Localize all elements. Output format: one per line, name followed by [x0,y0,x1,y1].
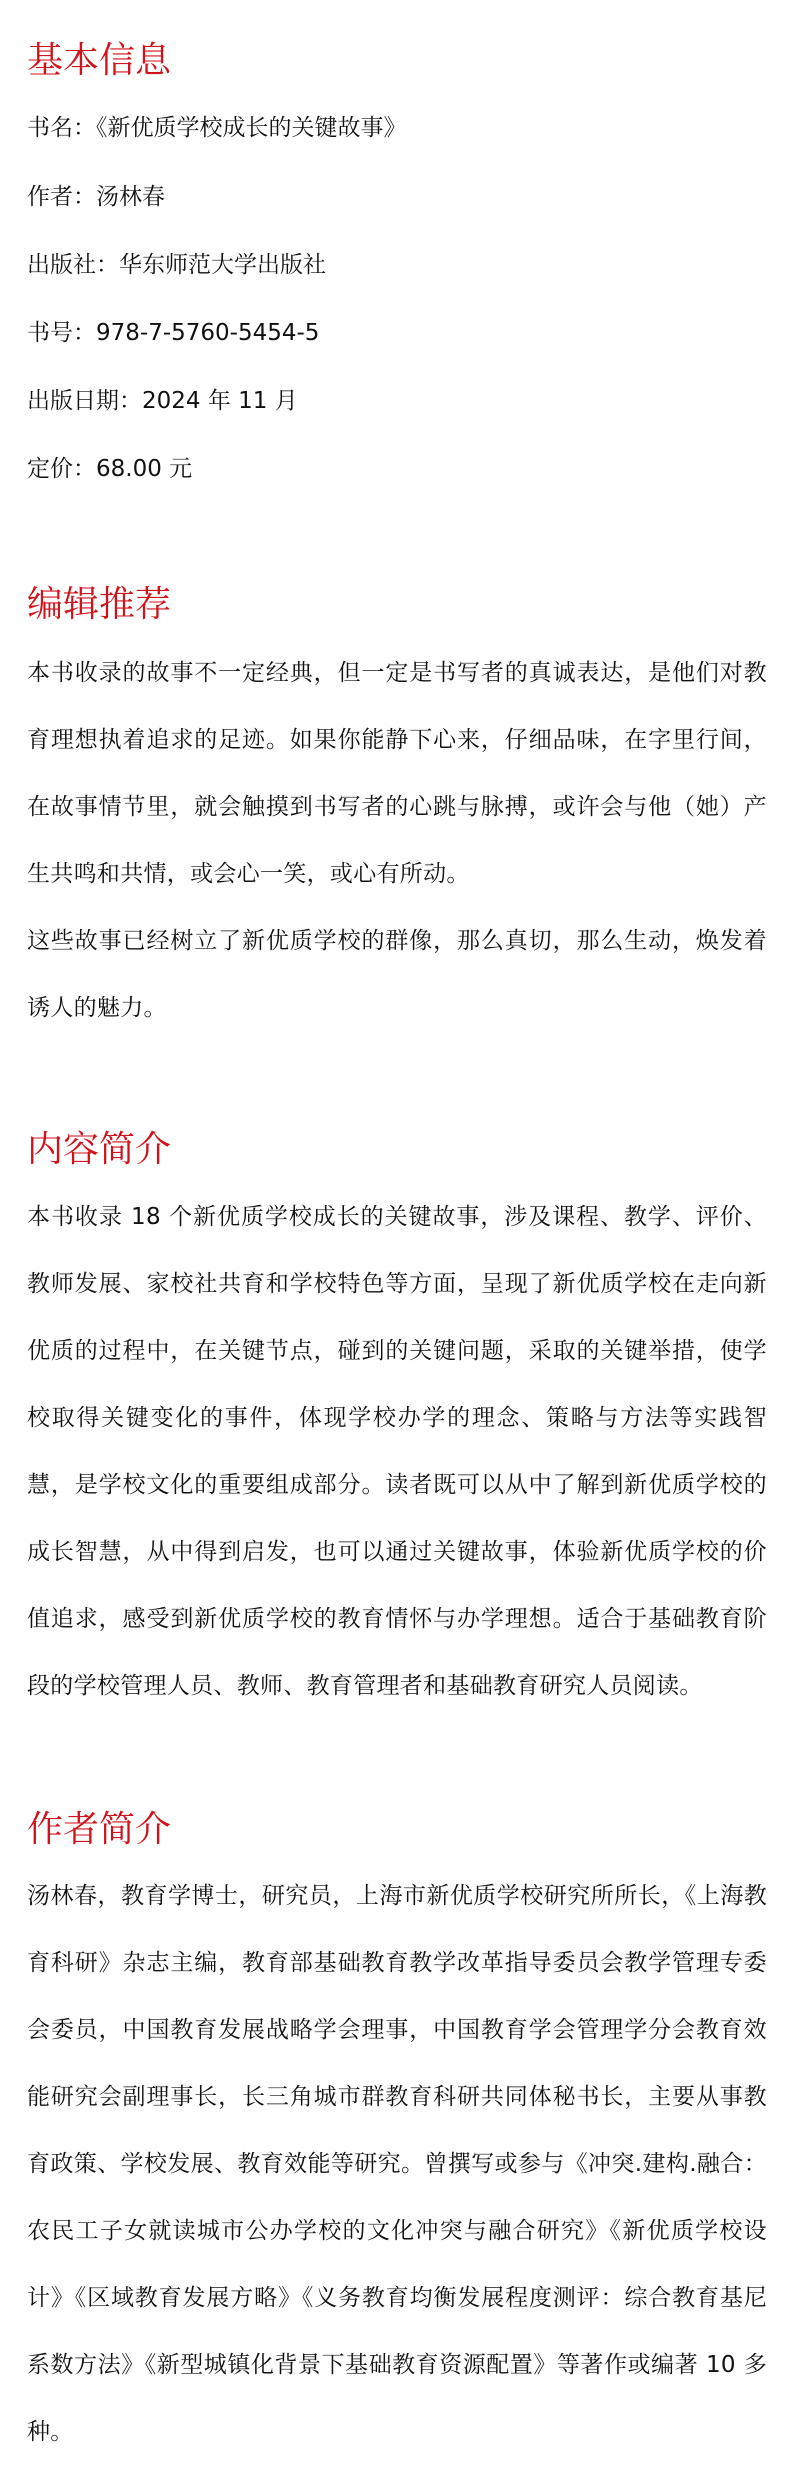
price-line: 定价：68.00 元 [27,456,193,482]
editor-recommendation-paragraph-1: 本书收录的故事不一定经典，但一定是书写者的真诚表达，是他们对教育理想执着追求的足迹。如果你能静下心来，仔细品味，在字里行间，在故事情节里，就会触摸到书写者的心跳与脉搏，或许会与他（她）产生共鸣和共情，或会心一笑，或心有所动。 [27,660,767,887]
publish-date-line: 出版日期：2024 年 11 月 [27,388,298,414]
author-intro-heading: 作者简介 [27,1809,172,1850]
publisher-line: 出版社：华东师范大学出版社 [27,252,326,278]
isbn-line: 书号：978-7-5760-5454-5 [27,320,320,346]
book-title-line: 书名：《新优质学校成长的关键故事》 [27,115,407,141]
editor-recommendation-heading: 编辑推荐 [27,584,172,625]
author-intro-paragraph: 汤林春，教育学博士，研究员，上海市新优质学校研究所所长，《上海教育科研》杂志主编，教育部基础教育教学改革指导委员会教学管理专委会委员，中国教育发展战略学会理事，中国教育学会管理学分会教育效能研究会副理事长，长三角城市群教育科研共同体秘书长，主要从事教育政策、学校发展、教育效能等研究。曾撰写或参与《冲突.建构.融合：农民工子女就读城市公办学校的文化冲突与融合研究》《新优质学校设计》《区域教育发展方略》《义务教育均衡发展程度测评：综合教育基尼系数方法》《新型城镇化背景下基础教育资源配置》等著作或编著 10 多种。 [27,1883,767,2445]
basic-info-heading: 基本信息 [27,40,172,81]
content-intro-paragraph: 本书收录 18 个新优质学校成长的关键故事，涉及课程、教学、评价、教师发展、家校社共育和学校特色等方面，呈现了新优质学校在走向新优质的过程中，在关键节点，碰到的关键问题，采取的关键举措，使学校取得关键变化的事件，体现学校办学的理念、策略与方法等实践智慧，是学校文化的重要组成部分。读者既可以从中了解到新优质学校的成长智慧，从中得到启发，也可以通过关键故事，体验新优质学校的价值追求，感受到新优质学校的教育情怀与办学理想。适合于基础教育阶段的学校管理人员、教师、教育管理者和基础教育研究人员阅读。 [27,1204,767,1699]
content-intro-heading: 内容简介 [27,1129,172,1170]
author-line: 作者：汤林春 [27,184,165,210]
editor-recommendation-paragraph-2: 这些故事已经树立了新优质学校的群像，那么真切，那么生动，焕发着诱人的魅力。 [27,928,767,1021]
